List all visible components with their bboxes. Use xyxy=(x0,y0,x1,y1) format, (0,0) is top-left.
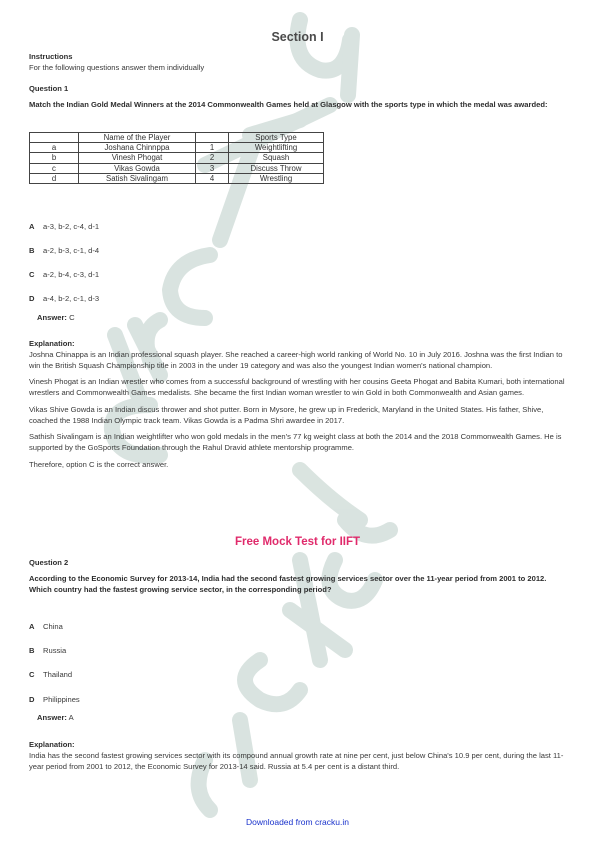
table-row: a Joshana Chinnppa 1 Weightlifting xyxy=(30,143,324,153)
header-sport: Sports Type xyxy=(229,133,324,143)
table-row: d Satish Sivalingam 4 Wrestling xyxy=(30,173,324,183)
q2-answer xyxy=(37,713,74,724)
q2-option-a[interactable] xyxy=(29,622,63,633)
table-row: b Vinesh Phogat 2 Squash xyxy=(30,153,324,163)
explanation-label: Explanation: xyxy=(29,339,75,348)
table-row: c Vikas Gowda 3 Discuss Throw xyxy=(30,163,324,173)
explanation-label: Explanation: xyxy=(29,740,75,749)
q2-option-c[interactable] xyxy=(29,670,72,681)
option-letter: A xyxy=(29,222,35,231)
option-text: Russia xyxy=(43,646,67,655)
option-text: a-2, b-3, c-1, d-4 xyxy=(43,246,100,255)
option-text: a-3, b-2, c-4, d-1 xyxy=(43,222,100,231)
question-2-label: Question 2 xyxy=(29,558,69,567)
instructions-label: Instructions xyxy=(29,52,73,61)
q2-option-b[interactable] xyxy=(29,646,66,657)
q2-option-d[interactable] xyxy=(29,695,80,706)
option-letter: D xyxy=(29,294,35,303)
q1-answer xyxy=(37,313,75,324)
question-2-text: According to the Economic Survey for 2013-14, India had the second fastest growing services sector over the 11-year period from 2001 to 2012. Which country had the fastest growing service sector, in the corresponding period? xyxy=(29,573,547,594)
footer-download-link[interactable]: Downloaded from cracku.in xyxy=(246,817,349,827)
explanation-paragraph: Vikas Shive Gowda is an Indian discus thrower and shot putter. Born in Mysore, he grew up in Frederick, Maryland in the United States. His father, Shive, coached the 1988 Indian Olympic track team. Vikas Gowda is a Padma Shri awardee in 2017. xyxy=(29,404,544,425)
section-title: Section I xyxy=(271,30,324,44)
table-header-row xyxy=(30,133,324,143)
option-letter: B xyxy=(29,246,35,255)
option-text: a-2, b-4, c-3, d-1 xyxy=(43,270,100,279)
question-2-block xyxy=(29,558,568,595)
option-text: China xyxy=(43,622,63,631)
q1-explanation xyxy=(29,339,568,477)
q2-explanation xyxy=(29,740,568,778)
option-letter: D xyxy=(29,695,35,704)
explanation-paragraph: Vinesh Phogat is an Indian wrestler who comes from a successful background of wrestling with her cousins Geeta Phogat and Babita Kumari, both international wrestlers and Commonwealth Games medalists. She became the first Indian woman wrestler to win Gold in both Commonwealth and Asian games. xyxy=(29,377,565,398)
question-1-block xyxy=(29,84,568,111)
q1-option-c[interactable] xyxy=(29,270,99,281)
match-table xyxy=(29,132,324,184)
option-letter: C xyxy=(29,670,35,679)
q1-option-b[interactable] xyxy=(29,246,99,257)
explanation-paragraph: Therefore, option C is the correct answer. xyxy=(29,460,169,470)
q1-option-d[interactable] xyxy=(29,294,99,305)
question-1-label: Question 1 xyxy=(29,84,69,93)
answer-value: C xyxy=(69,313,75,322)
free-mock-test-link[interactable]: Free Mock Test for IIFT xyxy=(234,536,361,548)
explanation-paragraph: Joshna Chinappa is an Indian professional squash player. She reached a career-high world ranking of World No. 10 in July 2016. Joshna was the first Indian to win the British Squash Championship title in 2003 in the under 19 category and was also the youngest Indian women's national champion. xyxy=(29,349,563,370)
question-1-text: Match the Indian Gold Medal Winners at the 2014 Commonwealth Games held at Glasgow with the sports type in which the medal was awarded: xyxy=(29,99,548,109)
answer-value: A xyxy=(68,713,74,722)
header-player: Name of the Player xyxy=(79,133,196,143)
option-letter: B xyxy=(29,646,35,655)
option-text: Thailand xyxy=(43,670,73,679)
q1-option-a[interactable] xyxy=(29,222,99,233)
answer-label: Answer: xyxy=(37,313,67,322)
explanation-paragraph: Sathish Sivalingam is an Indian weightlifter who won gold medals in the men's 77 kg weight class at both the 2014 and the 2018 Commonwealth Games. He is supported by the GoSports Foundation through the Rahul Dravid athlete mentorship programme. xyxy=(29,432,562,453)
explanation-paragraph: India has the second fastest growing services sector with its compound annual growth rate at nine per cent, just below China's 10.9 per cent, during the last 11-year period from 2001 to 2012, the Economic Survey for 2013-14 said. Russia at 5.4 per cent is a distant third. xyxy=(29,750,564,771)
option-text: Philippines xyxy=(43,695,80,704)
instructions-block xyxy=(29,52,568,74)
option-letter: C xyxy=(29,270,35,279)
option-letter: A xyxy=(29,622,35,631)
instructions-text: For the following questions answer them individually xyxy=(29,62,205,72)
option-text: a-4, b-2, c-1, d-3 xyxy=(43,294,100,303)
answer-label: Answer: xyxy=(37,713,67,722)
